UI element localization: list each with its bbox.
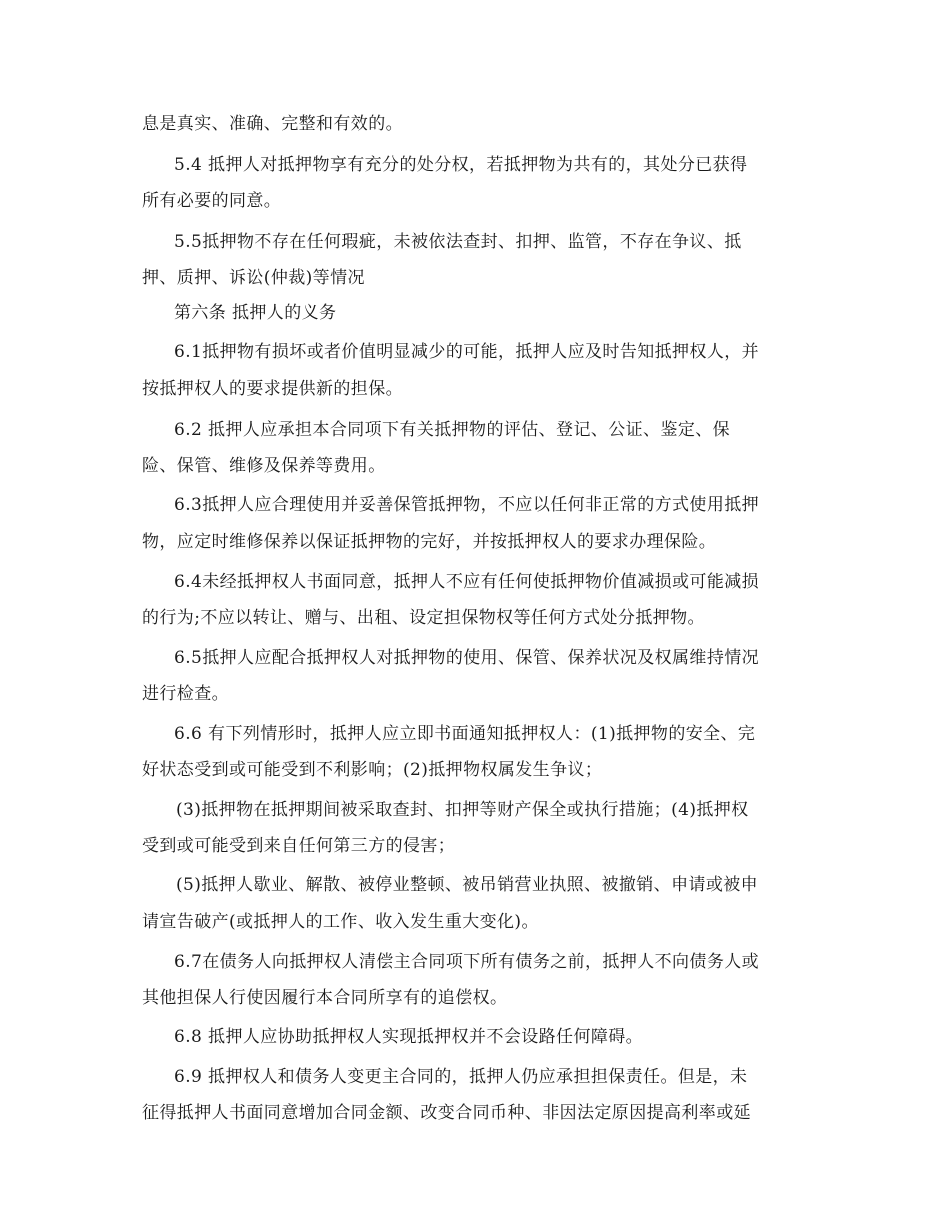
text-line: 险、保管、维修及保养等费用。 bbox=[142, 456, 386, 476]
text-line: 进行检查。 bbox=[142, 684, 229, 704]
section-heading: 第六条 抵押人的义务 bbox=[174, 303, 337, 323]
text-line: (5)抵押人歇业、解散、被停业整顿、被吊销营业执照、被撤销、申请或被申 bbox=[176, 875, 759, 895]
text-line: 受到或可能受到来自任何第三方的侵害； bbox=[142, 836, 456, 856]
text-line: 息是真实、准确、完整和有效的。 bbox=[142, 114, 403, 134]
text-line: 6.1抵押物有损坏或者价值明显减少的可能，抵押人应及时告知抵押权人，并 bbox=[174, 342, 760, 362]
text-line: 5.4 抵押人对抵押物享有充分的处分权，若抵押物为共有的，其处分已获得 bbox=[174, 155, 748, 175]
text-line: 征得抵押人书面同意增加合同金额、改变合同币种、非因法定原因提高利率或延 bbox=[142, 1103, 751, 1123]
text-line: 6.3抵押人应合理使用并妥善保管抵押物，不应以任何非正常的方式使用抵押 bbox=[174, 495, 760, 515]
text-line: 按抵押权人的要求提供新的担保。 bbox=[142, 379, 403, 399]
text-line: 6.4未经抵押权人书面同意，抵押人不应有任何使抵押物价值减损或可能减损 bbox=[174, 572, 760, 592]
text-line: 物，应定时维修保养以保证抵押物的完好，并按抵押权人的要求办理保险。 bbox=[142, 532, 717, 552]
text-line: 的行为;不应以转让、赠与、出租、设定担保物权等任何方式处分抵押物。 bbox=[142, 608, 705, 628]
text-line: 其他担保人行使因履行本合同所享有的追偿权。 bbox=[142, 988, 508, 1008]
text-line: 6.9 抵押权人和债务人变更主合同的，抵押人仍应承担担保责任。但是，未 bbox=[174, 1067, 748, 1087]
text-line: 5.5抵押物不存在任何瑕疵，未被依法查封、扣押、监管，不存在争议、抵 bbox=[174, 232, 742, 252]
text-line: 6.8 抵押人应协助抵押权人实现抵押权并不会设路任何障碍。 bbox=[174, 1027, 644, 1047]
text-line: 6.6 有下列情形时，抵押人应立即书面通知抵押权人：(1)抵押物的安全、完 bbox=[174, 724, 756, 744]
text-line: (3)抵押物在抵押期间被采取查封、扣押等财产保全或执行措施；(4)抵押权 bbox=[176, 800, 749, 820]
text-line: 6.5抵押人应配合抵押权人对抵押物的使用、保管、保养状况及权属维持情况 bbox=[174, 648, 760, 668]
text-line: 好状态受到或可能受到不利影响；(2)抵押物权属发生争议； bbox=[142, 760, 603, 780]
text-line: 6.7在债务人向抵押权人清偿主合同项下所有债务之前，抵押人不向债务人或 bbox=[174, 952, 760, 972]
text-line: 押、质押、诉讼(仲裁)等情况 bbox=[142, 268, 365, 288]
text-line: 6.2 抵押人应承担本合同项下有关抵押物的评估、登记、公证、鉴定、保 bbox=[174, 420, 731, 440]
text-line: 所有必要的同意。 bbox=[142, 191, 282, 211]
text-line: 请宣告破产(或抵押人的工作、收入发生重大变化)。 bbox=[142, 912, 539, 932]
